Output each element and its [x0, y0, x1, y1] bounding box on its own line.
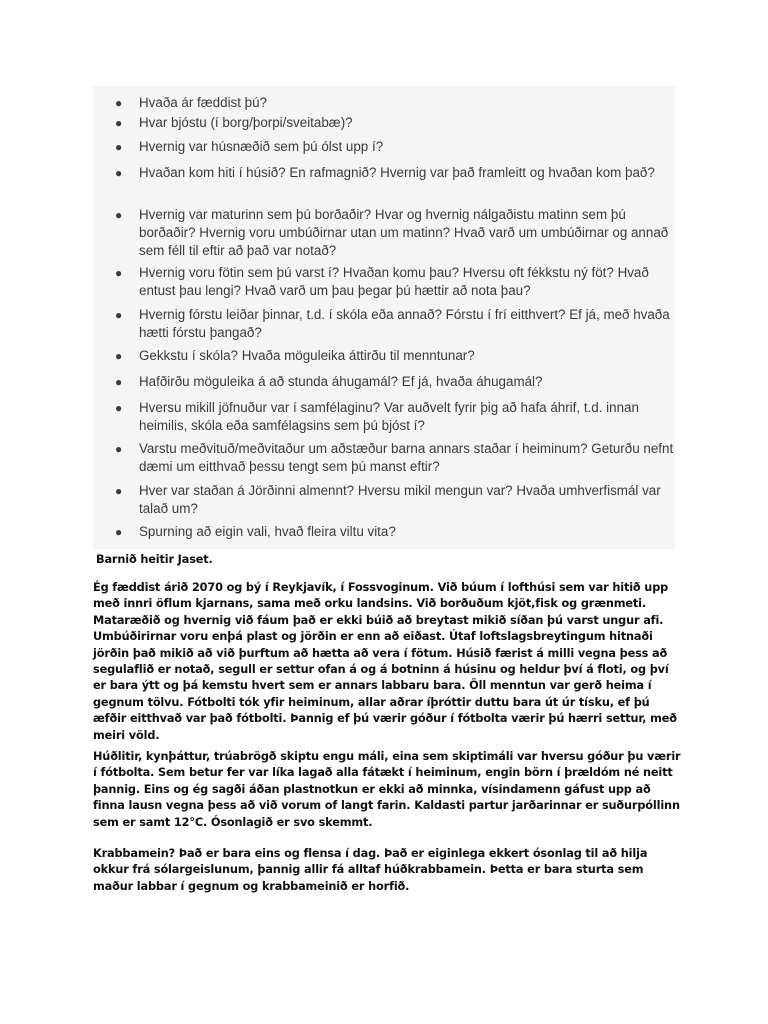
- bullet-icon: ●: [115, 266, 123, 280]
- story-paragraph-3: Krabbamein? Það er bara eins og flensa í dag. Það er eiginlega ekkert ósonlag til að hilja okkur frá sólargeislunum, þannig allir fá alltaf húðkrabbamein. Þetta er bara sturta sem maður labbar í gegnum og krabbameinið er horfið.: [93, 847, 648, 893]
- bullet-icon: ●: [115, 349, 123, 363]
- story-paragraph-2: Húðlitir, kynþáttur, trúabrögð skiptu engu máli, eina sem skiptimáli var hversu góður þu værir í fótbolta. Sem betur fer var líka lagað alla fátækt í heiminum, engin börn í þrældóm né neitt þannig. Eins og ég sagði áðan plastnotkun er ekki að minnka, vísindamenn gáfust upp að finna lausn vegna þess að við vorum of langt farin. Kaldasti partur jarðarinnar er suðurpóllinn sem er samt 12°C. Ósonlagið er svo skemmt.: [93, 750, 681, 829]
- bullet-icon: ●: [115, 140, 123, 154]
- questions-panel: ● Hvaða ár fæddist þú? ● Hvar bjóstu (í borg/þorpi/sveitabæ)? ● Hvernig var húsnæðið sem þú ólst upp í? ● Hvaðan kom hiti í húsið? En rafmagnið? Hvernig var það framleitt og hvaðan kom það? ● Hvernig var maturinn sem þú borðaðir? Hvar og hvernig nálgaðistu matinn sem þú borðaðir? Hvernig voru umbúðirnar utan um matinn? Hvað varð um umbúðirnar og annað sem féll til eftir að það var notað? ● Hvernig voru fötin sem þú varst í? Hvaðan komu þau? Hversu oft fékkstu ný föt? Hvað entust þau lengi? Hvað varð um þau þegar þú hættir að nota þau? ● Hvernig fórstu leiðar þinnar, t.d. í skóla eða annað? Fórstu í frí eitthvert? Ef já, með hvaða hætti fórstu þangað? ● Gekkstu í skóla? Hvaða möguleika áttirðu til menntunar? ● Hafðirðu möguleika á að stunda áhugamál? Ef já, hvaða áhugamál? ● Hversu mikill jöfnuður var í samfélaginu? Var auðvelt fyrir þig að hafa áhrif, t.d. innan heimilis, skóla eða samfélagsins sem þú bjóst í? ● Varstu meðvituð/meðvitaður um aðstæður barna annars staðar í heiminum? Geturðu nefnt dæmi um eitthvað þessu tengt sem þú manst eftir? ● Hver var staðan á Jörðinni almennt? Hversu mikil mengun var? Hvaða umhverfismál var talað um? ● Spurning að eigin vali, hvað fleira viltu vita?: [93, 86, 675, 549]
- bullet-icon: ●: [115, 308, 123, 322]
- story-paragraph-1: Ég fæddist árið 2070 og bý í Reykjavík, í Fossvoginum. Við búum í lofthúsi sem var hitið upp með innri öflum kjarnans, sama með orku landsins. Við borðuðum kjöt,fisk og grænmeti. Mataræðið og hvernig við fáum það er ekki búið að breytast mikið síðan þú varst ungur afi. Umbúðirirnar voru enþá plast og jörðin er enn að eiðast. Útaf loftslagsbreytingum hitnaði jörðin það mikið að við þurftum að hætta að vera í fötum. Húsið færist á milli vegna þess að segulaflið er notað, segull er settur ofan á og á botninn á húsinu og heldur því á floti, og því er bara ýtt og þá kemstu hvert sem er annars labbaru bara. Öll menntun var gerð heima í gegnum tölvu. Fótbolti tók yfir heiminum, allar aðrar íþróttir duttu bara út úr tísku, ef þú æfðir eitthvað var það fótbolti. Þannig ef þú værir góður í fótbolta værir þú hærri settur, með meiri völd.: [93, 581, 677, 742]
- story-title: Barnið heitir Jaset.: [96, 553, 213, 566]
- bullet-icon: ●: [115, 401, 123, 415]
- bullet-icon: ●: [115, 166, 123, 180]
- bullet-icon: ●: [115, 375, 123, 389]
- bullet-icon: ●: [115, 96, 123, 110]
- bullet-icon: ●: [115, 208, 123, 222]
- bullet-icon: ●: [115, 484, 123, 498]
- bullet-icon: ●: [115, 442, 123, 456]
- bullet-icon: ●: [115, 116, 123, 130]
- bullet-icon: ●: [115, 525, 123, 539]
